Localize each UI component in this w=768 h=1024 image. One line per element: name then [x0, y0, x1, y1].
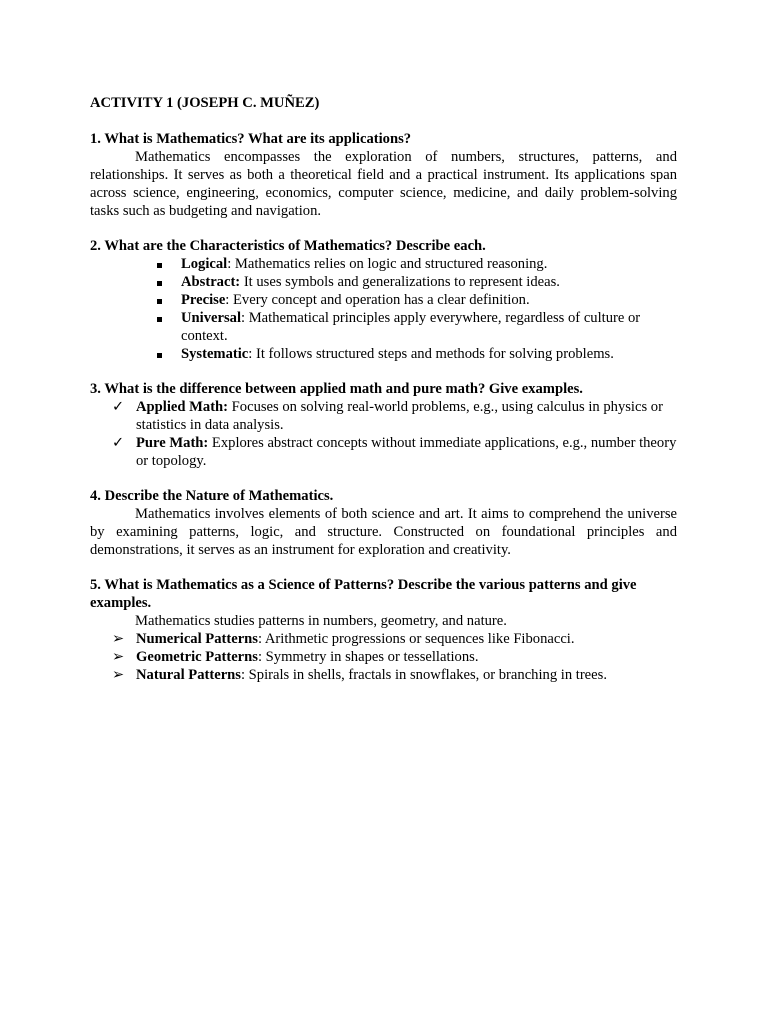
item-term: Abstract:: [181, 274, 241, 290]
item-text: Explores abstract concepts without immediate applications, e.g., number theory or topology.: [136, 435, 677, 469]
item-text: It uses symbols and generalizations to represent ideas.: [240, 274, 560, 290]
question-2-section: [90, 237, 677, 363]
list-item: [90, 630, 677, 648]
square-bullet-icon: [157, 273, 162, 291]
list-item: [90, 666, 677, 684]
question-5-section: [90, 576, 677, 684]
item-text: : Mathematical principles apply everywhere, regardless of culture or context.: [181, 310, 641, 344]
question-3-section: [90, 380, 677, 470]
item-term: Systematic: [181, 346, 249, 362]
question-1-section: [90, 130, 677, 220]
list-item: [90, 345, 677, 363]
item-text: : Spirals in shells, fractals in snowflakes, or branching in trees.: [240, 667, 607, 683]
arrowhead-bullet-icon: ➢: [112, 667, 125, 683]
characteristics-list: [90, 255, 677, 363]
item-term: Geometric Patterns: [136, 649, 258, 665]
question-2-heading: 2. What are the Characteristics of Mathematics? Describe each.: [90, 238, 486, 254]
checkmark-bullet-icon: ✓: [112, 435, 125, 451]
list-item: [90, 434, 677, 470]
question-4-heading: 4. Describe the Nature of Mathematics.: [90, 488, 334, 504]
question-3-heading: 3. What is the difference between applied math and pure math? Give examples.: [90, 381, 583, 397]
question-1-heading: 1. What is Mathematics? What are its applications?: [90, 131, 412, 147]
item-text: : Mathematics relies on logic and structured reasoning.: [227, 256, 548, 272]
list-item: [90, 398, 677, 434]
list-item: [90, 309, 677, 345]
item-term: Logical: [181, 256, 228, 272]
question-4-section: [90, 487, 677, 559]
item-text: Focuses on solving real-world problems, e.g., using calculus in physics or statistics in data analysis.: [136, 399, 663, 433]
item-text: : Symmetry in shapes or tessellations.: [257, 649, 479, 665]
square-bullet-icon: [157, 309, 162, 327]
item-text: : Every concept and operation has a clear definition.: [225, 292, 530, 308]
document-title: ACTIVITY 1 (JOSEPH C. MUÑEZ): [90, 95, 320, 111]
item-term: Pure Math:: [136, 435, 209, 451]
document-body: [90, 94, 677, 701]
list-item: [90, 291, 677, 309]
item-term: Precise: [181, 292, 226, 308]
checkmark-bullet-icon: ✓: [112, 399, 125, 415]
question-1-answer: Mathematics encompasses the exploration of numbers, structures, patterns, and relationships. It serves as both a theoretical field and a practical instrument. Its applications span across science, engineering, economics, computer science, medicine, and daily problem-solving tasks such as budgeting and navigation.: [90, 149, 677, 219]
square-bullet-icon: [157, 255, 162, 273]
question-4-answer: Mathematics involves elements of both science and art. It aims to comprehend the universe by examining patterns, logic, and structure. Constructed on foundational principles and demonstrations, it serves as an instrument for exploration and creativity.: [90, 506, 677, 558]
item-text: : Arithmetic progressions or sequences like Fibonacci.: [257, 631, 575, 647]
patterns-list: [90, 630, 677, 684]
question-5-heading: 5. What is Mathematics as a Science of Patterns? Describe the various patterns and give examples.: [90, 577, 637, 611]
list-item: [90, 273, 677, 291]
item-term: Natural Patterns: [136, 667, 241, 683]
square-bullet-icon: [157, 345, 162, 363]
arrowhead-bullet-icon: ➢: [112, 649, 125, 665]
list-item: [90, 255, 677, 273]
item-text: : It follows structured steps and methods for solving problems.: [248, 346, 614, 362]
math-types-list: [90, 398, 677, 470]
item-term: Applied Math:: [136, 399, 229, 415]
item-term: Numerical Patterns: [136, 631, 258, 647]
arrowhead-bullet-icon: ➢: [112, 631, 125, 647]
item-term: Universal: [181, 310, 241, 326]
question-5-intro: Mathematics studies patterns in numbers, geometry, and nature.: [135, 613, 507, 629]
square-bullet-icon: [157, 291, 162, 309]
list-item: [90, 648, 677, 666]
